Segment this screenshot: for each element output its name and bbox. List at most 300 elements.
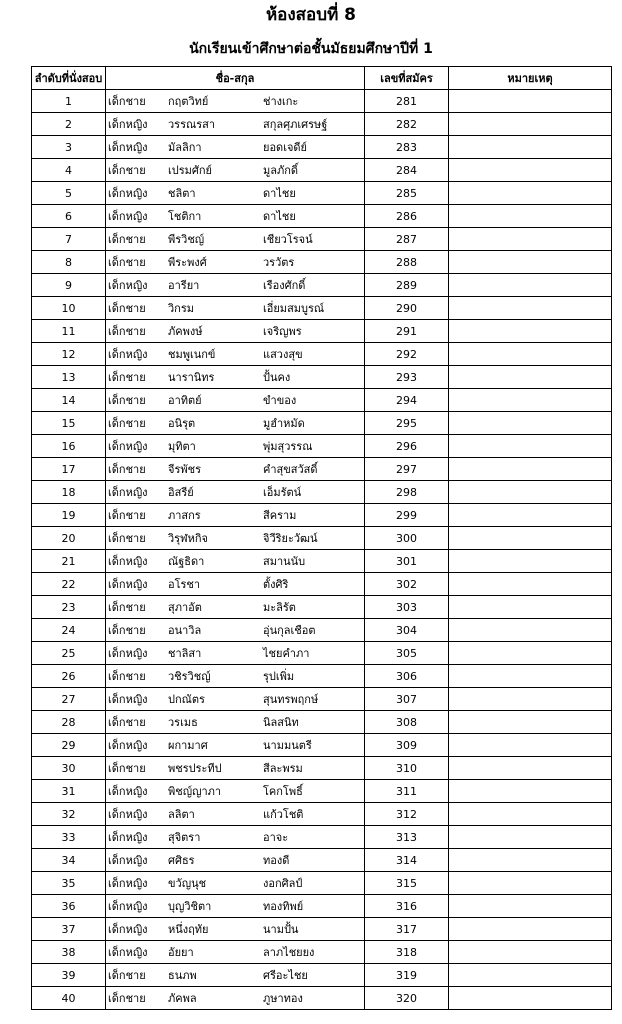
student-name-cell [106, 987, 365, 1010]
seat-number: 31 [32, 780, 106, 803]
student-name-cell [106, 803, 365, 826]
first-name: ชาลิสา [168, 647, 202, 660]
name-prefix: เด็กหญิง [108, 555, 148, 568]
table-row [32, 228, 612, 251]
seat-number: 38 [32, 941, 106, 964]
name-prefix: เด็กหญิง [108, 348, 148, 361]
last-name: ลาภไชยยง [263, 946, 315, 959]
first-name: พชรประทีป [168, 762, 222, 775]
name-prefix: เด็กชาย [108, 624, 146, 637]
name-prefix: เด็กชาย [108, 601, 146, 614]
column-header-seat: ลำดับที่นั่งสอบ [32, 67, 106, 90]
first-name: วิกรม [168, 302, 194, 315]
column-header-name: ชื่อ-สกุล [106, 67, 365, 90]
name-prefix: เด็กชาย [108, 95, 146, 108]
application-number: 316 [365, 895, 449, 918]
last-name: อุ่นกุลเชือต [263, 624, 316, 637]
student-name-cell [106, 274, 365, 297]
last-name: มะลิรัต [263, 601, 296, 614]
student-name-cell [106, 573, 365, 596]
last-name: มูฮำหมัด [263, 417, 305, 430]
seat-number: 2 [32, 113, 106, 136]
first-name: ภัคพล [168, 992, 197, 1005]
name-prefix: เด็กหญิง [108, 647, 148, 660]
name-prefix: เด็กชาย [108, 371, 146, 384]
name-prefix: เด็กชาย [108, 969, 146, 982]
last-name: โคกโพธิ์ [263, 785, 303, 798]
seat-number: 22 [32, 573, 106, 596]
remarks-cell [449, 274, 612, 297]
remarks-cell [449, 596, 612, 619]
name-prefix: เด็กหญิง [108, 279, 148, 292]
student-name-cell [106, 872, 365, 895]
name-prefix: เด็กหญิง [108, 693, 148, 706]
name-prefix: เด็กชาย [108, 417, 146, 430]
student-name-cell [106, 849, 365, 872]
first-name: มัลลิกา [168, 141, 202, 154]
student-name-cell [106, 389, 365, 412]
name-prefix: เด็กชาย [108, 463, 146, 476]
first-name: ขวัญนุช [168, 877, 207, 890]
table-row [32, 941, 612, 964]
table-row [32, 182, 612, 205]
seat-number: 19 [32, 504, 106, 527]
table-header-row [32, 67, 612, 90]
application-number: 300 [365, 527, 449, 550]
application-number: 319 [365, 964, 449, 987]
remarks-cell [449, 688, 612, 711]
table-row [32, 964, 612, 987]
student-name-cell [106, 964, 365, 987]
student-name-cell [106, 757, 365, 780]
last-name: ตั้งศิริ [263, 578, 289, 591]
last-name: ภูษาทอง [263, 992, 303, 1005]
student-name-cell [106, 596, 365, 619]
name-prefix: เด็กหญิง [108, 739, 148, 752]
application-number: 306 [365, 665, 449, 688]
first-name: ชลิตา [168, 187, 196, 200]
name-prefix: เด็กหญิง [108, 854, 148, 867]
student-name-cell [106, 665, 365, 688]
remarks-cell [449, 320, 612, 343]
table-row [32, 481, 612, 504]
first-name: ศศิธร [168, 854, 195, 867]
student-name-cell [106, 941, 365, 964]
first-name: พีรวิชญ์ [168, 233, 205, 246]
column-header-application-no: เลขที่สมัคร [365, 67, 449, 90]
last-name: ทองดี [263, 854, 290, 867]
application-number: 299 [365, 504, 449, 527]
table-row [32, 573, 612, 596]
seat-number: 7 [32, 228, 106, 251]
last-name: นามปั้น [263, 923, 299, 936]
name-prefix: เด็กหญิง [108, 578, 148, 591]
remarks-cell [449, 872, 612, 895]
remarks-cell [449, 251, 612, 274]
application-number: 282 [365, 113, 449, 136]
first-name: วรรณรสา [168, 118, 215, 131]
application-number: 309 [365, 734, 449, 757]
name-prefix: เด็กชาย [108, 509, 146, 522]
student-name-cell [106, 481, 365, 504]
application-number: 310 [365, 757, 449, 780]
application-number: 313 [365, 826, 449, 849]
student-name-cell [106, 228, 365, 251]
table-row [32, 412, 612, 435]
seat-number: 40 [32, 987, 106, 1010]
remarks-cell [449, 481, 612, 504]
remarks-cell [449, 550, 612, 573]
first-name: ภาสกร [168, 509, 201, 522]
first-name: พีระพงศ์ [168, 256, 207, 269]
last-name: สมานนับ [263, 555, 306, 568]
student-name-cell [106, 895, 365, 918]
remarks-cell [449, 780, 612, 803]
table-row [32, 274, 612, 297]
name-prefix: เด็กชาย [108, 233, 146, 246]
seat-number: 11 [32, 320, 106, 343]
student-name-cell [106, 90, 365, 113]
remarks-cell [449, 435, 612, 458]
remarks-cell [449, 297, 612, 320]
name-prefix: เด็กหญิง [108, 946, 148, 959]
application-number: 289 [365, 274, 449, 297]
seat-number: 30 [32, 757, 106, 780]
seat-number: 5 [32, 182, 106, 205]
first-name: วิรุฬหกิจ [168, 532, 208, 545]
name-prefix: เด็กหญิง [108, 877, 148, 890]
remarks-cell [449, 941, 612, 964]
application-number: 296 [365, 435, 449, 458]
seat-number: 26 [32, 665, 106, 688]
seat-number: 37 [32, 918, 106, 941]
name-prefix: เด็กชาย [108, 532, 146, 545]
last-name: มูลภักดิ์ [263, 164, 299, 177]
last-name: เรืองศักดิ์ [263, 279, 306, 292]
remarks-cell [449, 182, 612, 205]
remarks-cell [449, 90, 612, 113]
first-name: พิชญ์ญาภา [168, 785, 222, 798]
table-row [32, 711, 612, 734]
last-name: อาจะ [263, 831, 289, 844]
application-number: 308 [365, 711, 449, 734]
application-number: 291 [365, 320, 449, 343]
student-name-cell [106, 297, 365, 320]
table-row [32, 251, 612, 274]
remarks-cell [449, 136, 612, 159]
remarks-cell [449, 527, 612, 550]
last-name: นิลสนิท [263, 716, 299, 729]
seat-number: 8 [32, 251, 106, 274]
application-number: 297 [365, 458, 449, 481]
last-name: ยอดเจดีย์ [263, 141, 307, 154]
seat-number: 16 [32, 435, 106, 458]
name-prefix: เด็กหญิง [108, 808, 148, 821]
remarks-cell [449, 849, 612, 872]
application-number: 307 [365, 688, 449, 711]
table-row [32, 527, 612, 550]
first-name: ภัคพงษ์ [168, 325, 203, 338]
table-row [32, 458, 612, 481]
table-row [32, 113, 612, 136]
last-name: ไชยคำภา [263, 647, 310, 660]
name-prefix: เด็กชาย [108, 992, 146, 1005]
table-row [32, 205, 612, 228]
last-name: ทองทิพย์ [263, 900, 304, 913]
remarks-cell [449, 458, 612, 481]
name-prefix: เด็กชาย [108, 256, 146, 269]
student-name-cell [106, 780, 365, 803]
first-name: หนึ่งฤทัย [168, 923, 209, 936]
seat-number: 4 [32, 159, 106, 182]
remarks-cell [449, 803, 612, 826]
last-name: เจริญพร [263, 325, 302, 338]
remarks-cell [449, 228, 612, 251]
application-number: 287 [365, 228, 449, 251]
first-name: ผกามาศ [168, 739, 208, 752]
first-name: ลลิตา [168, 808, 195, 821]
first-name: นารานิทร [168, 371, 215, 384]
name-prefix: เด็กชาย [108, 762, 146, 775]
remarks-cell [449, 619, 612, 642]
table-row [32, 159, 612, 182]
student-name-cell [106, 642, 365, 665]
first-name: อาทิตย์ [168, 394, 202, 407]
name-prefix: เด็กหญิง [108, 923, 148, 936]
name-prefix: เด็กชาย [108, 716, 146, 729]
first-name: อิสรีย์ [168, 486, 194, 499]
application-number: 285 [365, 182, 449, 205]
student-name-cell [106, 159, 365, 182]
name-prefix: เด็กหญิง [108, 440, 148, 453]
first-name: อนาวิล [168, 624, 202, 637]
student-name-cell [106, 435, 365, 458]
column-header-remarks: หมายเหตุ [449, 67, 612, 90]
first-name: เปรมศักย์ [168, 164, 212, 177]
table-row [32, 987, 612, 1010]
table-row [32, 734, 612, 757]
seat-number: 24 [32, 619, 106, 642]
table-row [32, 504, 612, 527]
name-prefix: เด็กหญิง [108, 785, 148, 798]
student-name-cell [106, 320, 365, 343]
first-name: ชมพูเนกข์ [168, 348, 216, 361]
remarks-cell [449, 734, 612, 757]
name-prefix: เด็กหญิง [108, 141, 148, 154]
first-name: อโรชา [168, 578, 201, 591]
table-row [32, 803, 612, 826]
application-number: 315 [365, 872, 449, 895]
application-number: 288 [365, 251, 449, 274]
remarks-cell [449, 412, 612, 435]
student-name-cell [106, 205, 365, 228]
remarks-cell [449, 826, 612, 849]
application-number: 320 [365, 987, 449, 1010]
first-name: สุจิตรา [168, 831, 201, 844]
remarks-cell [449, 159, 612, 182]
last-name: ศรีอะไชย [263, 969, 308, 982]
application-number: 283 [365, 136, 449, 159]
student-name-cell [106, 711, 365, 734]
remarks-cell [449, 757, 612, 780]
first-name: ธนภพ [168, 969, 197, 982]
seat-number: 10 [32, 297, 106, 320]
remarks-cell [449, 113, 612, 136]
table-row [32, 849, 612, 872]
name-prefix: เด็กหญิง [108, 900, 148, 913]
seat-number: 39 [32, 964, 106, 987]
student-name-cell [106, 182, 365, 205]
first-name: สุภาอัต [168, 601, 202, 614]
application-number: 295 [365, 412, 449, 435]
seat-number: 15 [32, 412, 106, 435]
seat-number: 25 [32, 642, 106, 665]
remarks-cell [449, 504, 612, 527]
remarks-cell [449, 205, 612, 228]
table-row [32, 757, 612, 780]
table-row [32, 90, 612, 113]
remarks-cell [449, 366, 612, 389]
seat-number: 20 [32, 527, 106, 550]
name-prefix: เด็กชาย [108, 670, 146, 683]
last-name: รุปเพิ่ม [263, 670, 295, 683]
first-name: อารียา [168, 279, 200, 292]
first-name: บุญวิชิตา [168, 900, 212, 913]
remarks-cell [449, 987, 612, 1010]
student-name-cell [106, 113, 365, 136]
remarks-cell [449, 343, 612, 366]
table-row [32, 895, 612, 918]
name-prefix: เด็กหญิง [108, 210, 148, 223]
application-number: 304 [365, 619, 449, 642]
seat-number: 34 [32, 849, 106, 872]
first-name: ณัฐธิดา [168, 555, 205, 568]
student-name-cell [106, 550, 365, 573]
remarks-cell [449, 895, 612, 918]
name-prefix: เด็กชาย [108, 325, 146, 338]
name-prefix: เด็กหญิง [108, 486, 148, 499]
last-name: สกุลศุภเศรษฐ์ [263, 118, 328, 131]
last-name: คำสุขสวัสดิ์ [263, 463, 318, 476]
table-row [32, 343, 612, 366]
last-name: สีละพรม [263, 762, 303, 775]
table-row [32, 389, 612, 412]
application-number: 314 [365, 849, 449, 872]
seat-number: 27 [32, 688, 106, 711]
table-row [32, 366, 612, 389]
table-body [32, 90, 612, 1010]
name-prefix: เด็กชาย [108, 394, 146, 407]
seat-number: 18 [32, 481, 106, 504]
student-name-cell [106, 688, 365, 711]
seat-number: 17 [32, 458, 106, 481]
last-name: แสวงสุข [263, 348, 303, 361]
seat-number: 36 [32, 895, 106, 918]
first-name: กฤตวิทย์ [168, 95, 209, 108]
application-number: 298 [365, 481, 449, 504]
table-row [32, 642, 612, 665]
seat-number: 6 [32, 205, 106, 228]
exam-seating-table [31, 66, 612, 1010]
seat-number: 21 [32, 550, 106, 573]
student-name-cell [106, 619, 365, 642]
application-number: 290 [365, 297, 449, 320]
student-name-cell [106, 366, 365, 389]
page-title: ห้องสอบที่ 8 [265, 5, 357, 25]
application-number: 292 [365, 343, 449, 366]
remarks-cell [449, 964, 612, 987]
seat-number: 12 [32, 343, 106, 366]
name-prefix: เด็กหญิง [108, 118, 148, 131]
table-row [32, 872, 612, 895]
application-number: 281 [365, 90, 449, 113]
seat-number: 28 [32, 711, 106, 734]
first-name: ปกณัตร [168, 693, 205, 706]
student-name-cell [106, 504, 365, 527]
table-row [32, 596, 612, 619]
application-number: 302 [365, 573, 449, 596]
remarks-cell [449, 665, 612, 688]
remarks-cell [449, 642, 612, 665]
student-name-cell [106, 136, 365, 159]
name-prefix: เด็กชาย [108, 164, 146, 177]
table-row [32, 918, 612, 941]
application-number: 305 [365, 642, 449, 665]
remarks-cell [449, 389, 612, 412]
application-number: 293 [365, 366, 449, 389]
last-name: ปั้นคง [263, 371, 291, 384]
seat-number: 9 [32, 274, 106, 297]
table-row [32, 826, 612, 849]
first-name: วชิรวิชญ์ [168, 670, 211, 683]
last-name: ดาไชย [263, 210, 296, 223]
table-row [32, 665, 612, 688]
first-name: อัยยา [168, 946, 194, 959]
first-name: จีรพัชร [168, 463, 201, 476]
remarks-cell [449, 573, 612, 596]
student-name-cell [106, 343, 365, 366]
application-number: 286 [365, 205, 449, 228]
seat-number: 32 [32, 803, 106, 826]
application-number: 317 [365, 918, 449, 941]
last-name: เชียวโรจน์ [263, 233, 313, 246]
first-name: มุทิตา [168, 440, 196, 453]
table-row [32, 619, 612, 642]
last-name: นามมนตรี [263, 739, 312, 752]
student-name-cell [106, 918, 365, 941]
student-name-cell [106, 826, 365, 849]
student-name-cell [106, 412, 365, 435]
last-name: แก้วโชติ [263, 808, 304, 821]
table-row [32, 320, 612, 343]
table-row [32, 688, 612, 711]
last-name: พุ่มสุวรรณ [263, 440, 313, 453]
last-name: ช่างเกะ [263, 95, 299, 108]
seat-number: 14 [32, 389, 106, 412]
last-name: เอี่ยมสมบูรณ์ [263, 302, 325, 315]
table-row [32, 136, 612, 159]
first-name: โชติกา [168, 210, 202, 223]
first-name: อนิรุต [168, 417, 196, 430]
remarks-cell [449, 711, 612, 734]
application-number: 312 [365, 803, 449, 826]
seat-number: 3 [32, 136, 106, 159]
student-name-cell [106, 458, 365, 481]
last-name: วรวัตร [263, 256, 295, 269]
first-name: วรเมธ [168, 716, 198, 729]
last-name: จิวีริยะวัฒน์ [263, 532, 318, 545]
application-number: 311 [365, 780, 449, 803]
